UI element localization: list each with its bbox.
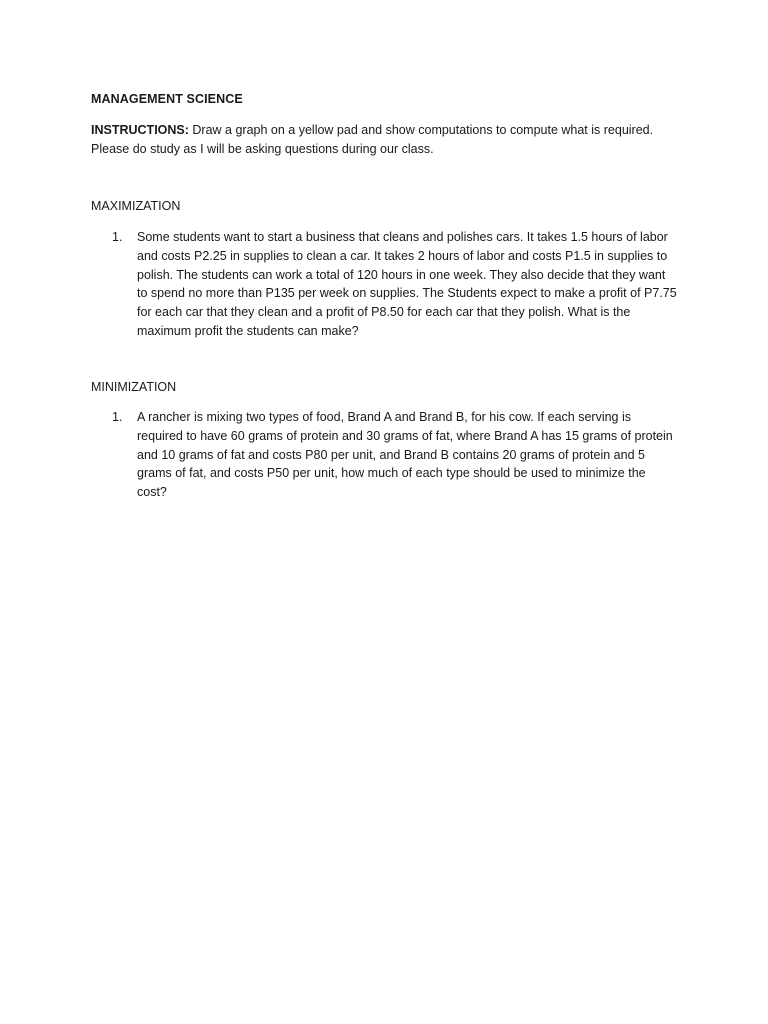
instructions-paragraph <box>91 121 691 159</box>
minimization-problem <box>91 408 691 502</box>
instructions-label: INSTRUCTIONS: <box>91 123 189 137</box>
maximization-heading: MAXIMIZATION <box>91 199 181 213</box>
document-title: MANAGEMENT SCIENCE <box>91 92 243 106</box>
maximization-problem <box>91 228 691 341</box>
list-item-number: 1. <box>112 230 123 244</box>
instructions-text: Draw a graph on a yellow pad and show computations to compute what is required. Please do study as I will be asking questions during our class. <box>91 123 654 156</box>
list-item-number: 1. <box>112 410 123 424</box>
list-item-text: Some students want to start a business that cleans and polishes cars. It takes 1.5 hours of labor and costs P2.25 in supplies to clean a car. It takes 2 hours of labor and costs P1.5 in supplies to polish. The students can work a total of 120 hours in one week. They also decide that they want to spend no more than P135 per week on supplies. The Students expect to make a profit of P7.75 for each car that they clean and a profit of P8.50 for each car that they polish. What is the maximum profit the students can make? <box>137 230 677 338</box>
minimization-heading: MINIMIZATION <box>91 380 177 394</box>
list-item-text: A rancher is mixing two types of food, Brand A and Brand B, for his cow. If each serving is required to have 60 grams of protein and 30 grams of fat, where Brand A has 15 grams of protein and 10 grams of fat and costs P80 per unit, and Brand B contains 20 grams of protein and 5 grams of fat, and costs P50 per unit, how much of each type should be used to minimize the cost? <box>137 410 673 500</box>
